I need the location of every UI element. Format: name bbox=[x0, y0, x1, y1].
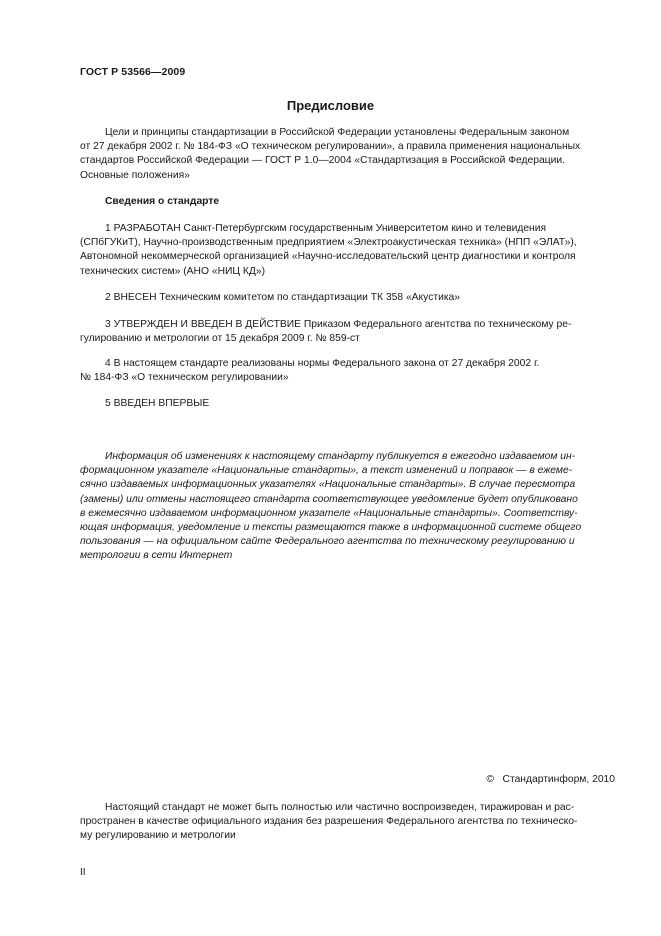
reproduction-notice bbox=[80, 801, 616, 844]
standard-info-item-4 bbox=[80, 357, 616, 385]
notice-line: метрологии в сети Интернет bbox=[80, 550, 233, 562]
item-line: 1 РАЗРАБОТАН Санкт-Петербургским государственным Университетом кино и телевидения bbox=[105, 223, 547, 234]
notice-line: пространен в качестве официального издания без разрешения Федерального агентства по техническо- bbox=[80, 816, 578, 828]
intro-line: Цели и принципы стандартизации в Российской Федерации установлены Федеральным законом bbox=[105, 127, 570, 138]
intro-line: стандартов Российской Федерации — ГОСТ Р 1.0—2004 «Стандартизация в Российской Федерации. bbox=[80, 155, 565, 167]
intro-line: от 27 декабря 2002 г. № 184-ФЗ «О техническом регулировании», а правила применения национальных bbox=[80, 141, 581, 153]
page-number: II bbox=[80, 867, 86, 878]
notice-line: сячно издаваемых информационных указателях «Национальные стандарты». В случае пересмотра bbox=[80, 479, 576, 491]
notice-line: формационном указателе «Национальные стандарты», а текст изменений и поправок — в ежеме- bbox=[80, 465, 573, 477]
item-line: гулированию и метрологии от 15 декабря 2009 г. № 859-ст bbox=[80, 333, 360, 345]
intro-line: Основные положения» bbox=[80, 169, 190, 181]
item-line: Автономной некоммерческой организацией «Научно-исследовательский центр диагностики и контроля bbox=[80, 251, 576, 263]
standard-number-header: ГОСТ Р 53566—2009 bbox=[80, 66, 186, 78]
foreword-intro bbox=[80, 126, 616, 183]
notice-line: Настоящий стандарт не может быть полностью или частично воспроизведен, тиражирован и рас- bbox=[105, 802, 575, 813]
changes-notice bbox=[80, 450, 616, 564]
item-line: № 184-ФЗ «О техническом регулировании» bbox=[80, 372, 289, 384]
notice-line: (замены) или отмены настоящего стандарта соответствующее уведомление будет опубликовано bbox=[80, 493, 578, 505]
item-line: технических систем» (АНО «НИЦ КД») bbox=[80, 265, 266, 277]
notice-line: ющая информация, уведомление и тексты размещаются также в информационной системе общего bbox=[80, 522, 582, 534]
notice-line: пользования — на официальном сайте Федерального агентства по техническому регулированию и bbox=[80, 536, 575, 548]
item-line: (СПбГУКиТ), Научно-производственным предприятием «Электроакустическая техника» (НПП «ЭЛАТ»), bbox=[80, 237, 577, 249]
foreword-title: Предисловие bbox=[286, 98, 375, 113]
notice-line: Информация об изменениях к настоящему стандарту публикуется в ежегодно издаваемом ин- bbox=[105, 451, 576, 462]
item-line: 3 УТВЕРЖДЕН И ВВЕДЕН В ДЕЙСТВИЕ Приказом Федерального агентства по техническому ре- bbox=[105, 319, 572, 330]
standard-info-item-2: 2 ВНЕСЕН Техническим комитетом по стандартизации ТК 358 «Акустика» bbox=[105, 292, 461, 303]
item-line: 4 В настоящем стандарте реализованы нормы Федерального закона от 27 декабря 2002 г. bbox=[105, 358, 540, 369]
notice-line: в ежемесячно издаваемом информационном указателе «Национальные стандарты». Соответству- bbox=[80, 507, 578, 519]
standard-info-item-1 bbox=[80, 222, 616, 279]
notice-line: му регулированию и метрологии bbox=[80, 830, 236, 842]
standard-info-item-3 bbox=[80, 318, 616, 346]
standard-info-item-5: 5 ВВЕДЕН ВПЕРВЫЕ bbox=[105, 398, 210, 409]
copyright-notice: © Стандартинформ, 2010 bbox=[486, 774, 615, 785]
standard-info-heading: Сведения о стандарте bbox=[105, 196, 220, 207]
